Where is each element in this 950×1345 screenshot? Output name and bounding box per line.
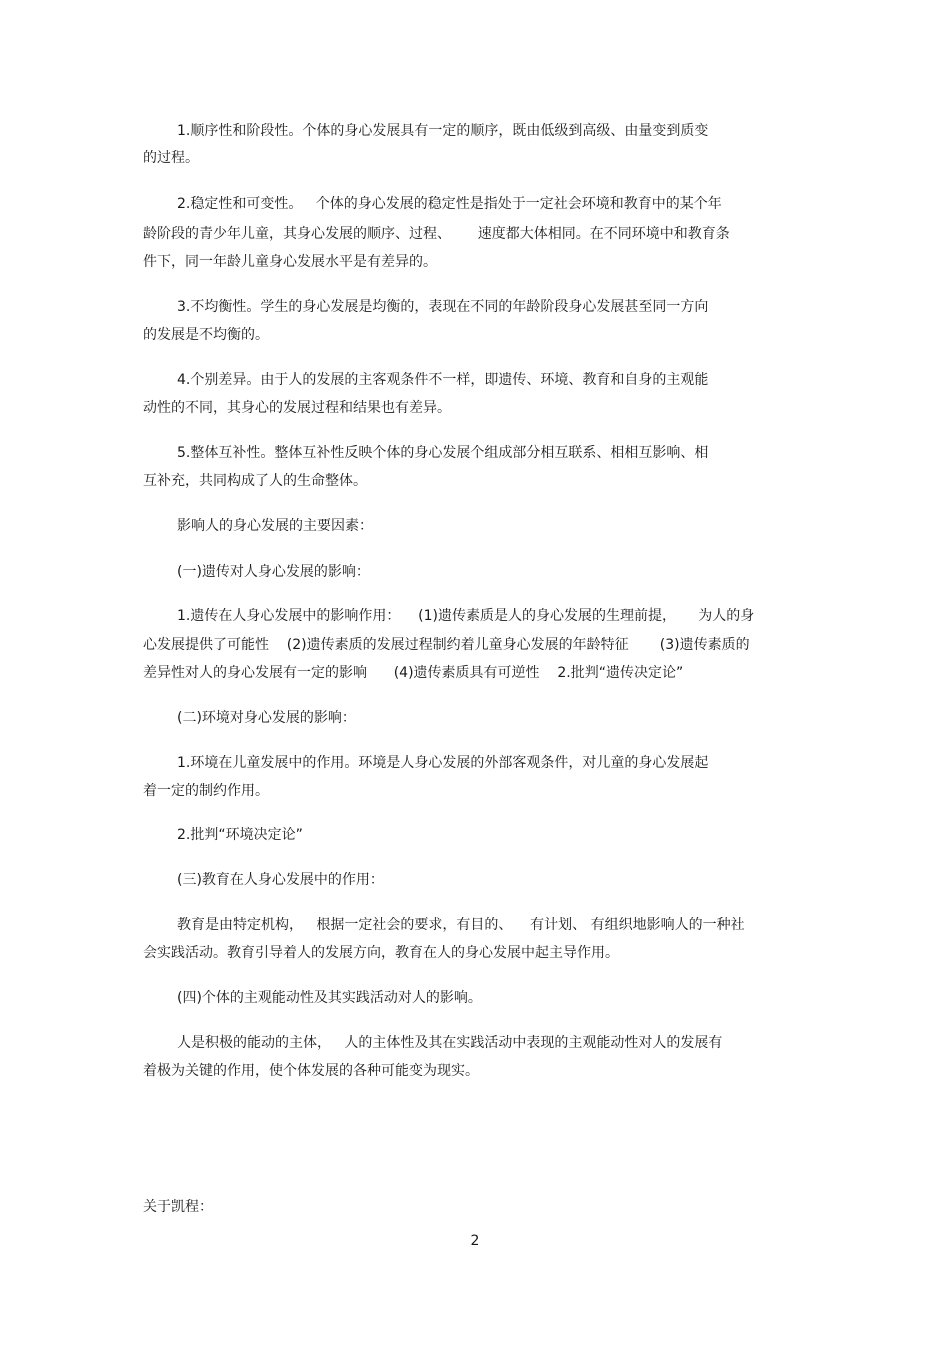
text-line-5: 件下，同一年龄儿童身心发展水平是有差异的。	[143, 254, 437, 270]
text-line-10: 5.整体互补性。整体互补性反映个体的身心发展个组成部分相互联系、相相互影响、相	[177, 445, 709, 461]
text-line-3: 2.稳定性和可变性。 个体的身心发展的稳定性是指处于一定社会环境和教育中的某个年	[177, 196, 722, 212]
text-line-4: 龄阶段的青少年儿童，其身心发展的顺序、过程、 速度都大体相同。在不同环境中和教育条	[143, 226, 730, 242]
page-number: 2	[470, 1233, 480, 1249]
text-line-2: 的过程。	[143, 150, 199, 166]
text-line-8: 4.个别差异。由于人的发展的主客观条件不一样，即遗传、环境、教育和自身的主观能	[177, 372, 709, 388]
text-line-19: 着一定的制约作用。	[143, 783, 269, 799]
text-line-20: 2.批判“环境决定论”	[177, 827, 303, 843]
text-line-14: 1.遗传在人身心发展中的影响作用： (1)遗传素质是人的身心发展的生理前提， 为人的身	[177, 608, 755, 624]
text-line-22: 教育是由特定机构， 根据一定社会的要求，有目的、 有计划、 有组织地影响人的一种社	[177, 917, 745, 933]
text-line-about: 关于凯程：	[143, 1199, 213, 1215]
text-line-1: 1.顺序性和阶段性。个体的身心发展具有一定的顺序，既由低级到高级、由量变到质变	[177, 123, 709, 139]
text-line-18: 1.环境在儿童发展中的作用。环境是人身心发展的外部客观条件，对儿童的身心发展起	[177, 755, 709, 771]
subheading-environment: (二)环境对身心发展的影响：	[177, 710, 356, 726]
text-line-11: 互补充，共同构成了人的生命整体。	[143, 473, 367, 489]
subheading-heredity: (一)遗传对人身心发展的影响：	[177, 564, 370, 580]
text-line-9: 动性的不同，其身心的发展过程和结果也有差异。	[143, 400, 451, 416]
text-line-15: 心发展提供了可能性 (2)遗传素质的发展过程制约着儿童身心发展的年龄特征 (3)遗传素质的	[143, 637, 750, 653]
subheading-education: (三)教育在人身心发展中的作用：	[177, 872, 384, 888]
text-line-26: 着极为关键的作用，使个体发展的各种可能变为现实。	[143, 1063, 479, 1079]
text-line-23: 会实践活动。教育引导着人的发展方向，教育在人的身心发展中起主导作用。	[143, 945, 619, 961]
text-line-25: 人是积极的能动的主体， 人的主体性及其在实践活动中表现的主观能动性对人的发展有	[177, 1035, 723, 1051]
text-line-7: 的发展是不均衡的。	[143, 327, 269, 343]
section-heading: 影响人的身心发展的主要因素：	[177, 518, 373, 534]
subheading-agency: (四)个体的主观能动性及其实践活动对人的影响。	[177, 990, 482, 1006]
text-line-16: 差异性对人的身心发展有一定的影响 (4)遗传素质具有可逆性 2.批判“遗传决定论”	[143, 665, 684, 681]
text-line-6: 3.不均衡性。学生的身心发展是均衡的，表现在不同的年龄阶段身心发展甚至同一方向	[177, 299, 709, 315]
